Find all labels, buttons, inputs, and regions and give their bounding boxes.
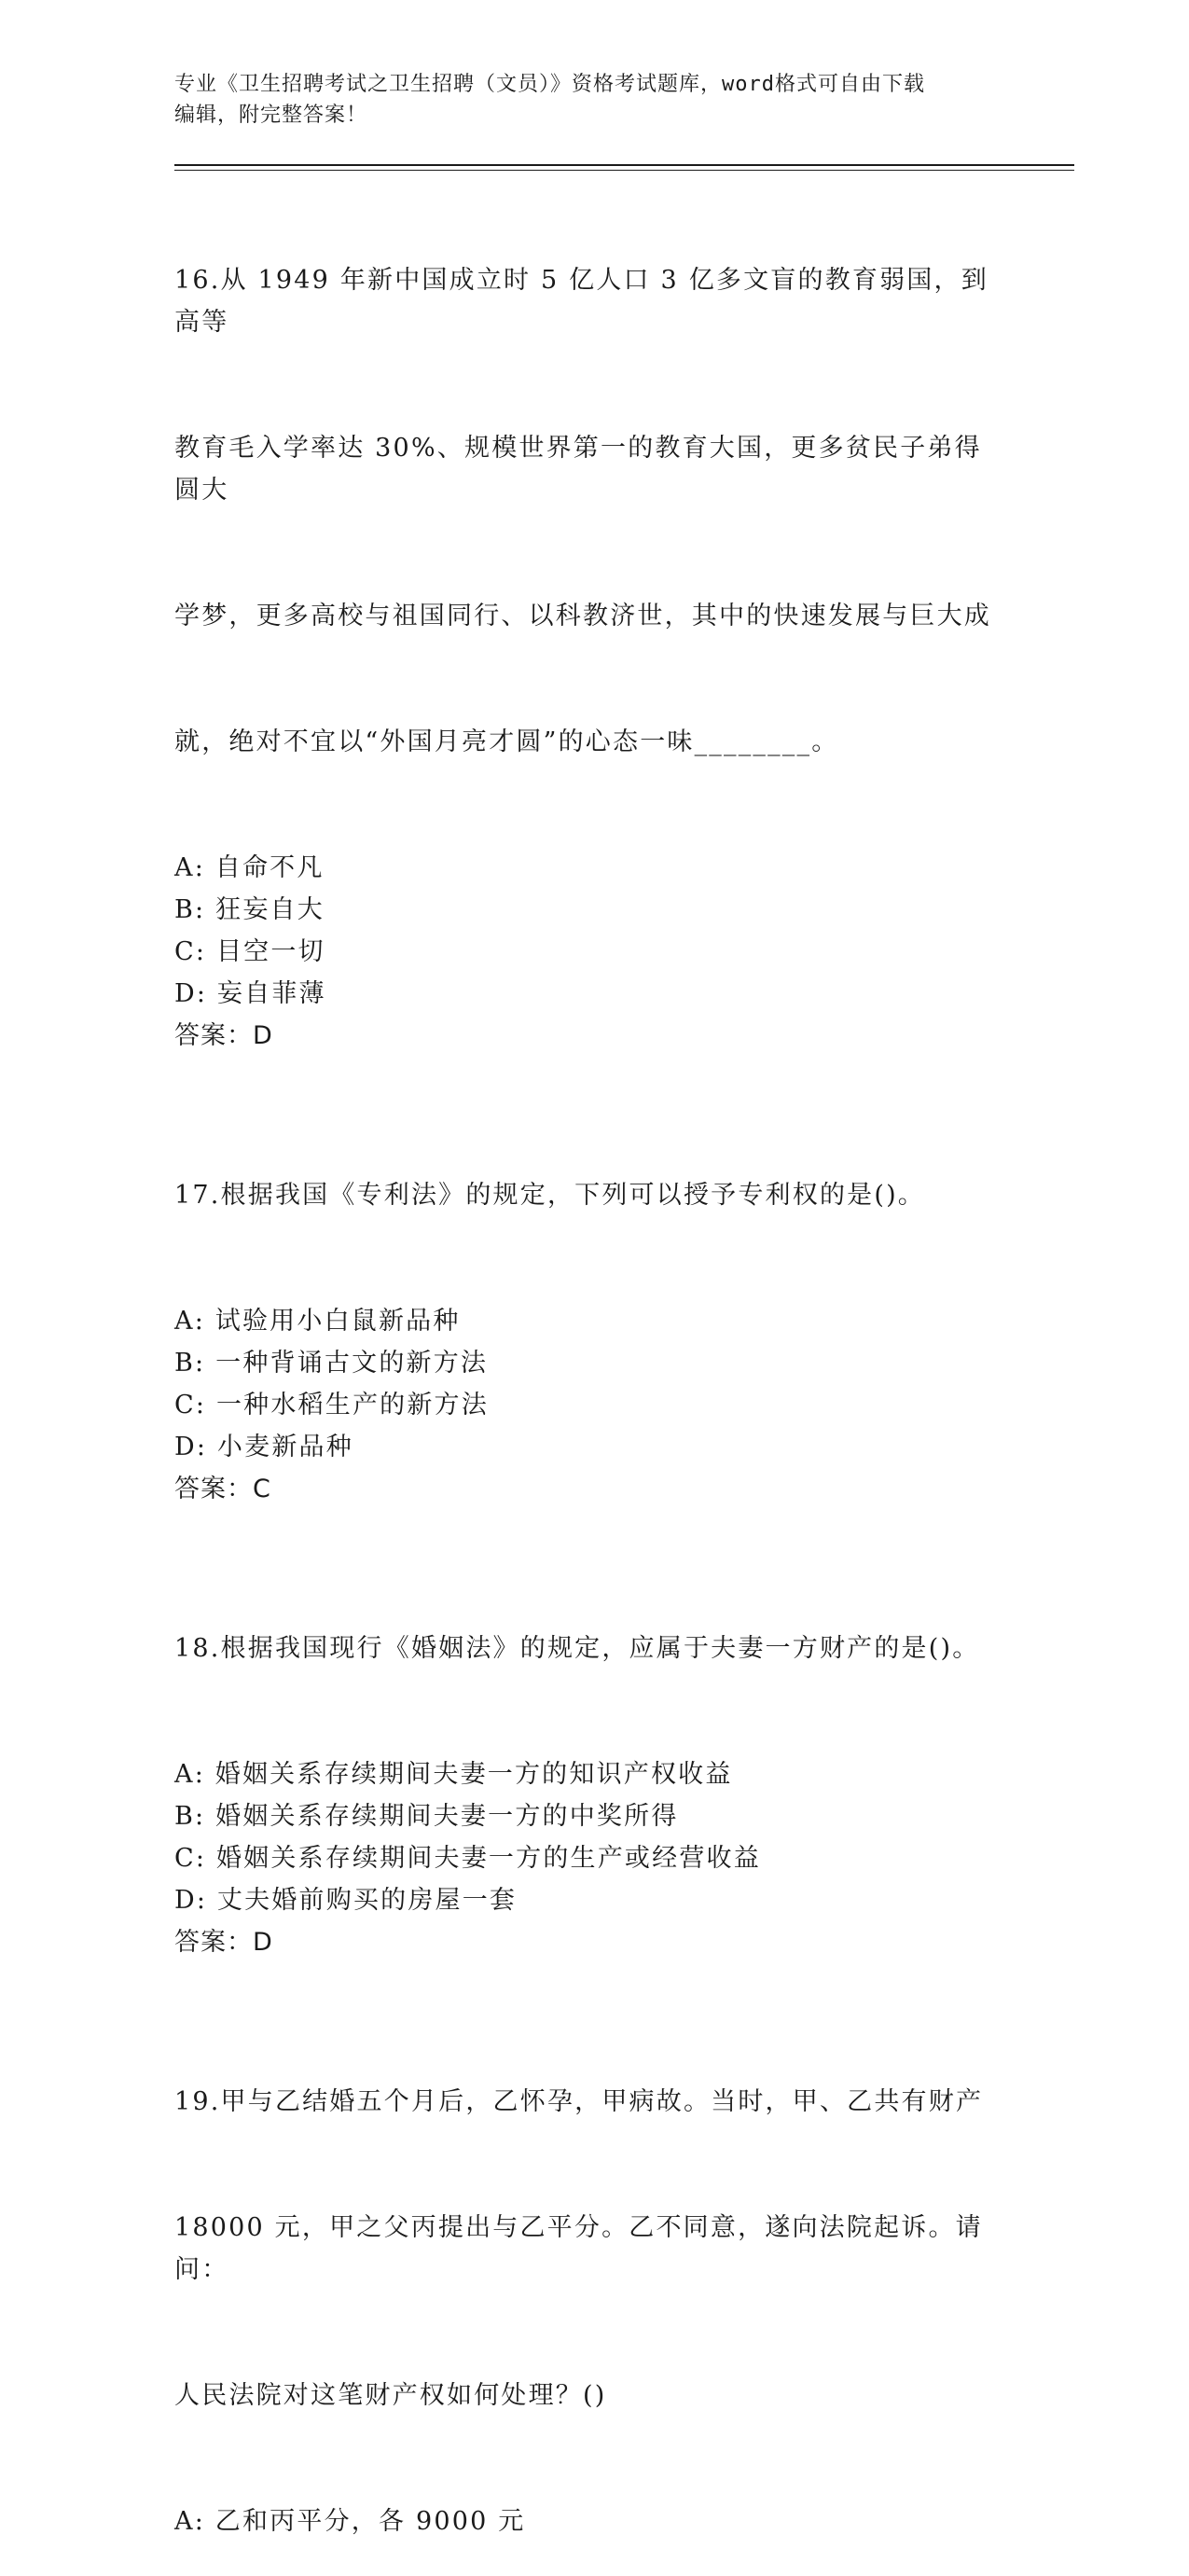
stem-line: 17.根据我国《专利法》的规定，下列可以授予专利权的是()。	[174, 1181, 926, 1210]
header-line-1	[174, 69, 1014, 100]
option-b: B: 一种背诵古文的新方法	[174, 1349, 489, 1378]
stem-line: 18000 元，甲之父丙提出与乙平分。乙不同意，遂向法院起诉。请问：	[174, 2213, 983, 2284]
option-c: C: 婚姻关系存续期间夫妻一方的生产或经营收益	[174, 1844, 761, 1873]
question-19	[174, 1997, 1014, 2542]
option-a: A: 婚姻关系存续期间夫妻一方的知识产权收益	[174, 1760, 733, 1789]
stem-line: 教育毛入学率达 30%、规模世界第一的教育大国，更多贫民子弟得圆大	[174, 434, 982, 505]
answer-line: 答案：D	[174, 1021, 273, 1050]
option-c: C: 目空一切	[174, 937, 325, 966]
question-18	[174, 1544, 1014, 1963]
stem-line: 19.甲与乙结婚五个月后，乙怀孕，甲病故。当时，甲、乙共有财产	[174, 2087, 984, 2116]
header-word-text: word	[722, 73, 775, 96]
option-d: D: 丈夫婚前购买的房屋一套	[174, 1886, 518, 1915]
question-stem	[174, 175, 995, 847]
header-line-1-suffix: 格式可自由下载	[775, 73, 926, 96]
question-stem	[174, 1544, 1014, 1753]
question-stem	[174, 1997, 1014, 2500]
option-b: B: 狂妄自大	[174, 895, 325, 924]
stem-line: 学梦，更多高校与祖国同行、以科教济世，其中的快速发展与巨大成	[174, 602, 991, 630]
header-line-1-prefix: 专业《卫生招聘考试之卫生招聘（文员）》资格考试题库，	[174, 73, 723, 96]
stem-line: 16.从 1949 年新中国成立时 5 亿人口 3 亿多文盲的教育弱国，到高等	[174, 266, 989, 337]
answer-line: 答案：D	[174, 1928, 273, 1957]
option-b: B: 婚姻关系存续期间夫妻一方的中奖所得	[174, 1802, 679, 1831]
stem-line: 就，绝对不宜以“外国月亮才圆”的心态一味________。	[174, 727, 839, 756]
stem-line: 人民法院对这笔财产权如何处理？()	[174, 2381, 607, 2410]
option-d: D: 小麦新品种	[174, 1433, 353, 1461]
option-d: D: 妄自菲薄	[174, 979, 326, 1008]
document-header	[174, 69, 1014, 131]
header-divider-thin	[174, 170, 1074, 171]
question-16	[174, 175, 1014, 1057]
question-list	[174, 175, 1014, 2576]
header-divider-thick	[174, 164, 1074, 166]
option-a: A: 自命不凡	[174, 853, 325, 882]
question-17	[174, 1090, 1014, 1510]
option-a: A: 试验用小白鼠新品种	[174, 1307, 461, 1336]
answer-line: 答案：C	[174, 1475, 271, 1503]
option-a: A: 乙和丙平分，各 9000 元	[174, 2507, 526, 2536]
option-c: C: 一种水稻生产的新方法	[174, 1391, 489, 1420]
header-line-2: 编辑，附完整答案！	[174, 104, 368, 127]
stem-line: 18.根据我国现行《婚姻法》的规定，应属于夫妻一方财产的是()。	[174, 1634, 980, 1663]
question-stem	[174, 1090, 1014, 1300]
